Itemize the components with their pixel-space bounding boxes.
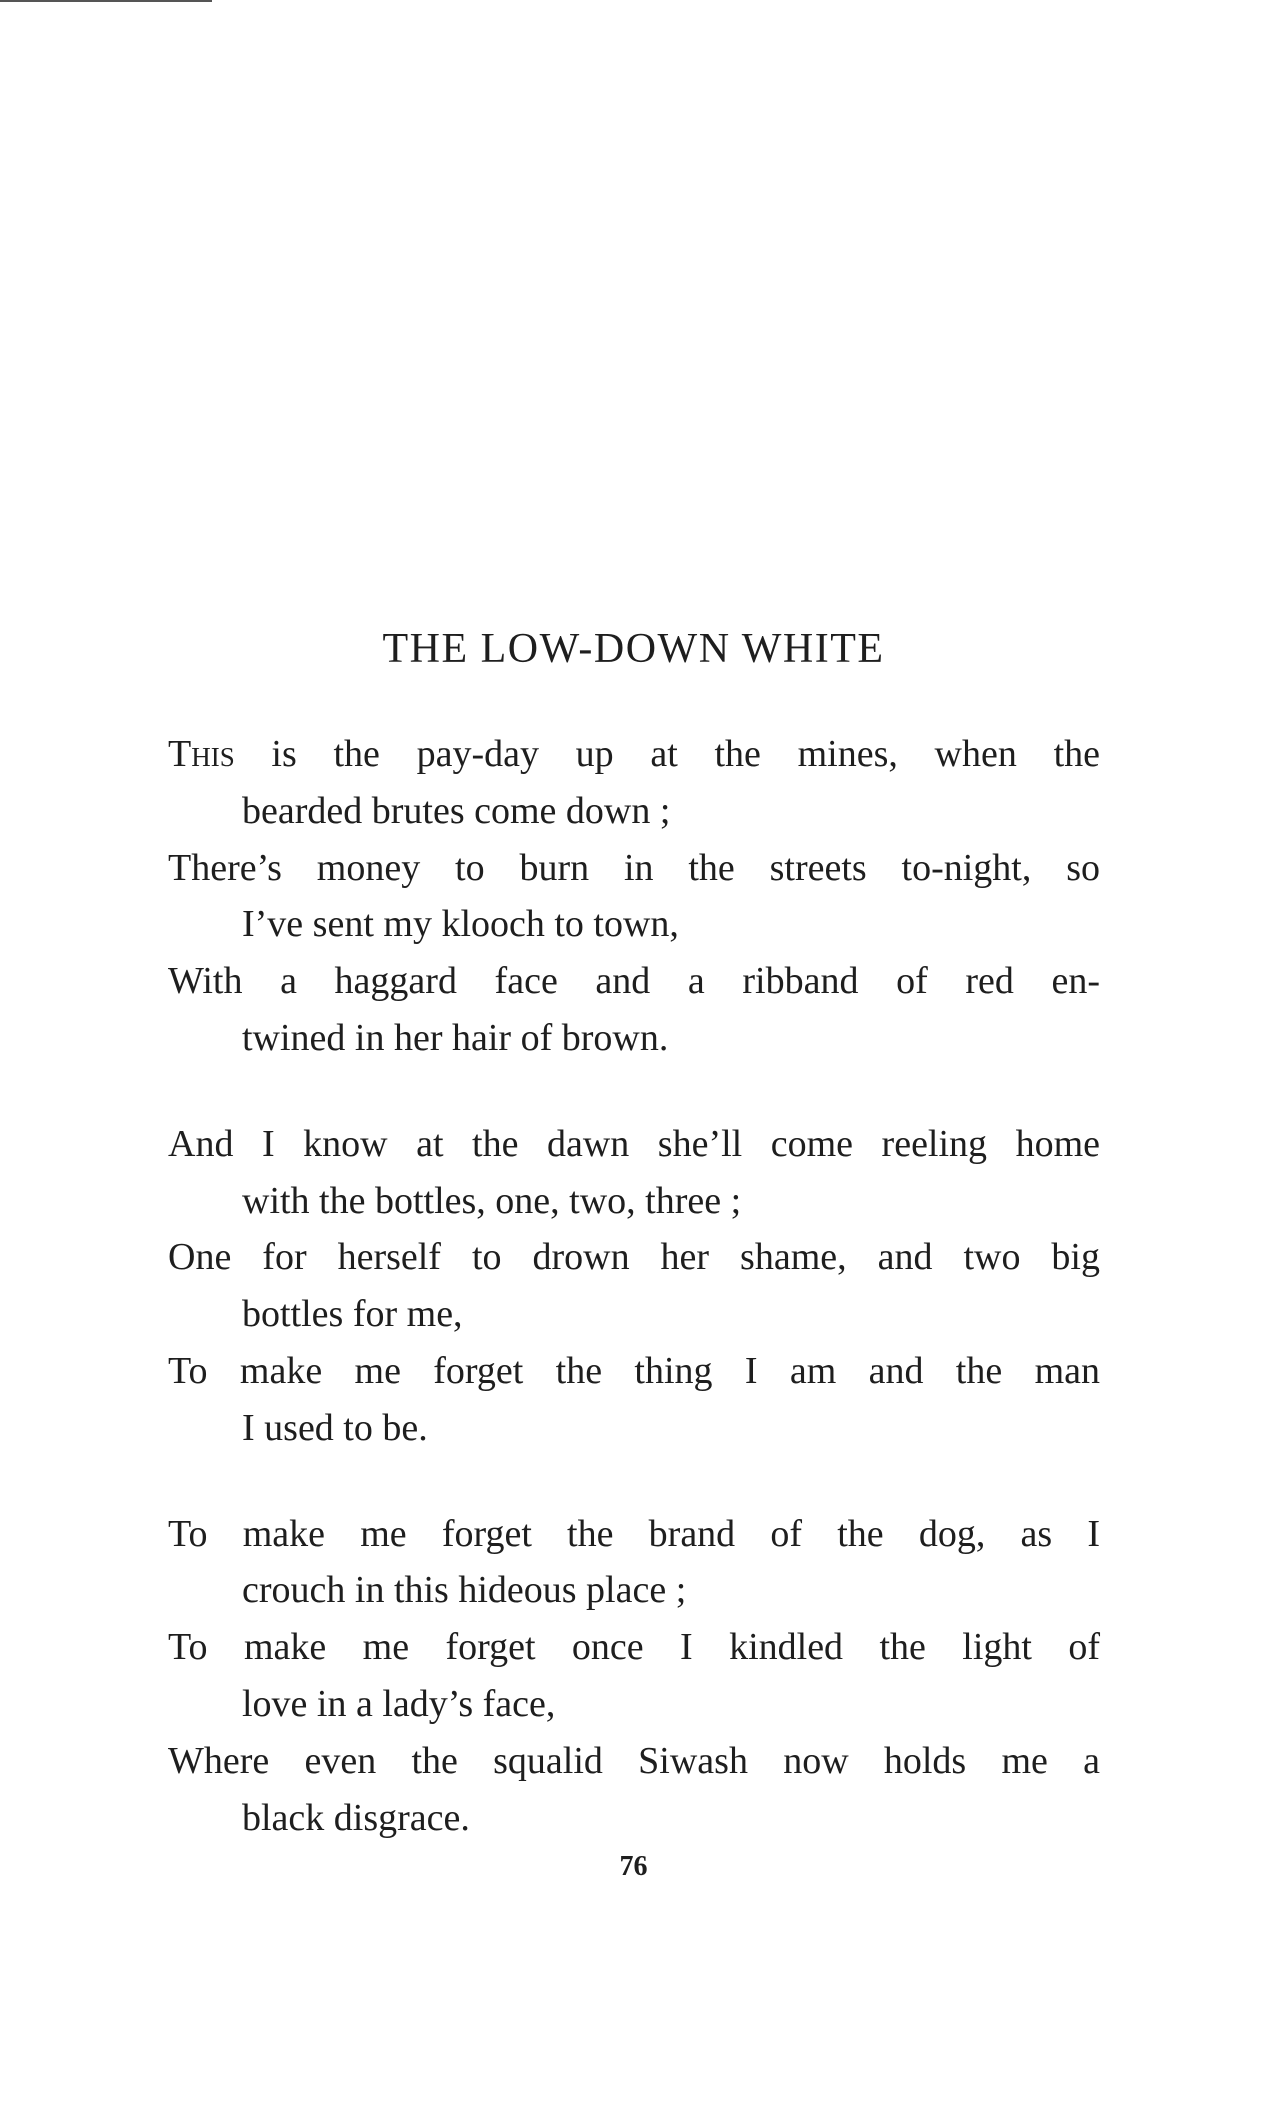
verse bbox=[168, 1733, 1100, 1847]
verse-line: With a haggard face and a ribband of red en- bbox=[168, 960, 1100, 1003]
verse bbox=[168, 1506, 1100, 1620]
verse-continuation: twined in her hair of brown. bbox=[242, 1016, 669, 1059]
verse-continuation: crouch in this hideous place ; bbox=[242, 1569, 687, 1612]
verse-continuation: bearded brutes come down ; bbox=[242, 789, 671, 832]
verse bbox=[168, 1343, 1100, 1457]
verse-continuation: bottles for me, bbox=[242, 1293, 463, 1336]
verse-continuation: I’ve sent my klooch to town, bbox=[242, 903, 679, 946]
verse-line: And I know at the dawn she’ll come reeling home bbox=[168, 1122, 1100, 1165]
verse-lead-word: This bbox=[168, 733, 235, 775]
verse-line: To make me forget the thing I am and the man bbox=[168, 1349, 1100, 1392]
verse-line: To make me forget once I kindled the light of bbox=[168, 1626, 1100, 1669]
stanza-1 bbox=[168, 726, 1100, 1067]
verse bbox=[168, 1619, 1100, 1733]
verse-continuation: I used to be. bbox=[242, 1406, 428, 1449]
verse bbox=[168, 840, 1100, 954]
verse bbox=[168, 1116, 1100, 1230]
verse-line: Where even the squalid Siwash now holds me a bbox=[168, 1739, 1100, 1782]
stanza-3 bbox=[168, 1506, 1100, 1847]
verse-continuation: with the bottles, one, two, three ; bbox=[242, 1179, 742, 1222]
verse bbox=[168, 953, 1100, 1067]
verse-line: To make me forget the brand of the dog, as I bbox=[168, 1512, 1100, 1555]
verse bbox=[168, 1229, 1100, 1343]
scan-edge-rule bbox=[0, 0, 212, 2]
verse-continuation: love in a lady’s face, bbox=[242, 1682, 556, 1725]
verse bbox=[168, 726, 1100, 840]
verse-line bbox=[168, 726, 1100, 783]
verse-continuation: black disgrace. bbox=[242, 1796, 470, 1839]
verse-line-text: is the pay-day up at the mines, when the bbox=[234, 733, 1100, 775]
poem-body bbox=[168, 726, 1100, 1895]
stanza-2 bbox=[168, 1116, 1100, 1457]
verse-line: There’s money to burn in the streets to-night, so bbox=[168, 846, 1100, 889]
poem-title: THE LOW-DOWN WHITE bbox=[382, 626, 885, 672]
page-number: 76 bbox=[619, 1851, 648, 1882]
verse-line: One for herself to drown her shame, and two big bbox=[168, 1236, 1100, 1279]
